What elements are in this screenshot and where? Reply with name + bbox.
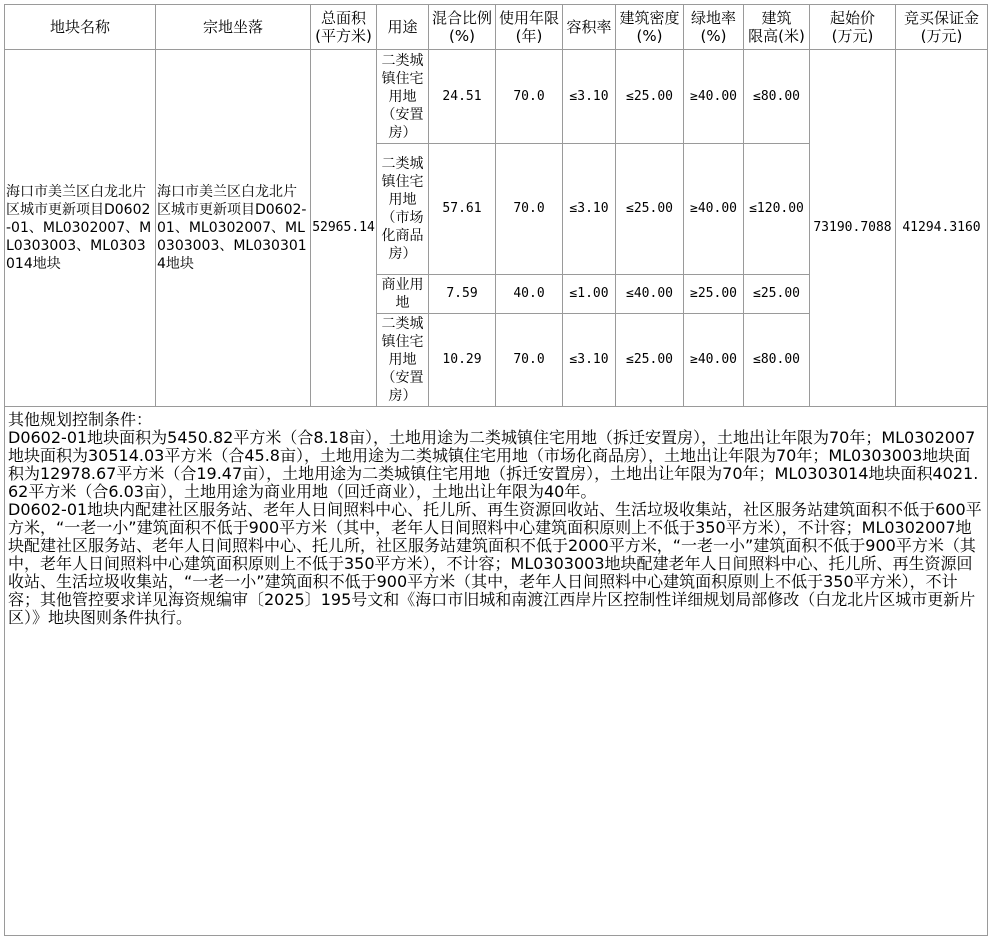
parcel-name: 海口市美兰区白龙北片区城市更新项目D0602-01、ML0302007、ML0303003、ML0303014地块 [5, 50, 156, 407]
green-value: ≥40.00 [684, 50, 744, 144]
mix-ratio: 10.29 [429, 314, 496, 407]
total-area: 52965.14 [311, 50, 377, 407]
use-type: 二类城镇住宅用地（市场化商品房） [377, 144, 429, 275]
far-value: ≤3.10 [563, 314, 616, 407]
use-years: 70.0 [496, 50, 563, 144]
height-value: ≤80.00 [744, 50, 810, 144]
header-years: 使用年限 (年) [496, 5, 563, 50]
header-mix-ratio: 混合比例 (%) [429, 5, 496, 50]
use-years: 40.0 [496, 275, 563, 314]
parcel-location: 海口市美兰区白龙北片区城市更新项目D0602-01、ML0302007、ML0303003、ML0303014地块 [156, 50, 311, 407]
use-years: 70.0 [496, 314, 563, 407]
notes-row [5, 407, 988, 936]
header-green: 绿地率 (%) [684, 5, 744, 50]
header-height: 建筑 限高(米) [744, 5, 810, 50]
start-price: 73190.7088 [810, 50, 896, 407]
use-type: 商业用地 [377, 275, 429, 314]
notes-paragraph-1: D0602-01地块面积为5450.82平方米（合8.18亩），土地用途为二类城镇住宅用地（拆迁安置房），土地出让年限为70年；ML0302007地块面积为30514.03平方米（合45.8亩），土地用途为二类城镇住宅用地（市场化商品房），土地出让年限为70年；ML0303003地块面积为12978.67平方米（合19.47亩），土地用途为二类城镇住宅用地（拆迁安置房），土地出让年限为70年；ML0303014地块面积4021.62平方米（合6.03亩），土地用途为商业用地（回迁商业），土地出让年限为40年。 [8, 428, 979, 501]
table-row [5, 50, 988, 144]
density-value: ≤25.00 [616, 144, 684, 275]
height-value: ≤80.00 [744, 314, 810, 407]
mix-ratio: 24.51 [429, 50, 496, 144]
density-value: ≤25.00 [616, 50, 684, 144]
header-start-price: 起始价 (万元) [810, 5, 896, 50]
use-type: 二类城镇住宅用地（安置房） [377, 314, 429, 407]
header-deposit: 竞买保证金 (万元) [896, 5, 988, 50]
mix-ratio: 7.59 [429, 275, 496, 314]
header-row [5, 5, 988, 50]
far-value: ≤3.10 [563, 144, 616, 275]
far-value: ≤1.00 [563, 275, 616, 314]
notes-title: 其他规划控制条件： [8, 410, 153, 429]
height-value: ≤25.00 [744, 275, 810, 314]
deposit: 41294.3160 [896, 50, 988, 407]
green-value: ≥40.00 [684, 144, 744, 275]
density-value: ≤25.00 [616, 314, 684, 407]
green-value: ≥40.00 [684, 314, 744, 407]
planning-notes [5, 407, 988, 936]
header-far: 容积率 [563, 5, 616, 50]
green-value: ≥25.00 [684, 275, 744, 314]
header-area: 总面积 (平方米) [311, 5, 377, 50]
mix-ratio: 57.61 [429, 144, 496, 275]
header-name: 地块名称 [5, 5, 156, 50]
notes-paragraph-2: D0602-01地块内配建社区服务站、老年人日间照料中心、托儿所、再生资源回收站、生活垃圾收集站，社区服务站建筑面积不低于600平方米，“一老一小”建筑面积不低于900平方米（其中，老年人日间照料中心建筑面积原则上不低于350平方米），不计容；ML0302007地块配建社区服务站、老年人日间照料中心、托儿所，社区服务站建筑面积不低于2000平方米，“一老一小”建筑面积不低于900平方米（其中，老年人日间照料中心建筑面积原则上不低于350平方米），不计容；ML0303003地块配建老年人日间照料中心、托儿所、再生资源回收站、生活垃圾收集站，“一老一小”建筑面积不低于900平方米（其中，老年人日间照料中心建筑面积原则上不低于350平方米），不计容；其他管控要求详见海资规编审〔2025〕195号文和《海口市旧城和南渡江西岸片区控制性详细规划局部修改（白龙北片区城市更新片区）》地块图则条件执行。 [8, 500, 982, 627]
land-auction-table [4, 4, 988, 936]
use-type: 二类城镇住宅用地（安置房） [377, 50, 429, 144]
header-use: 用途 [377, 5, 429, 50]
header-density: 建筑密度 (%) [616, 5, 684, 50]
height-value: ≤120.00 [744, 144, 810, 275]
far-value: ≤3.10 [563, 50, 616, 144]
header-location: 宗地坐落 [156, 5, 311, 50]
density-value: ≤40.00 [616, 275, 684, 314]
use-years: 70.0 [496, 144, 563, 275]
